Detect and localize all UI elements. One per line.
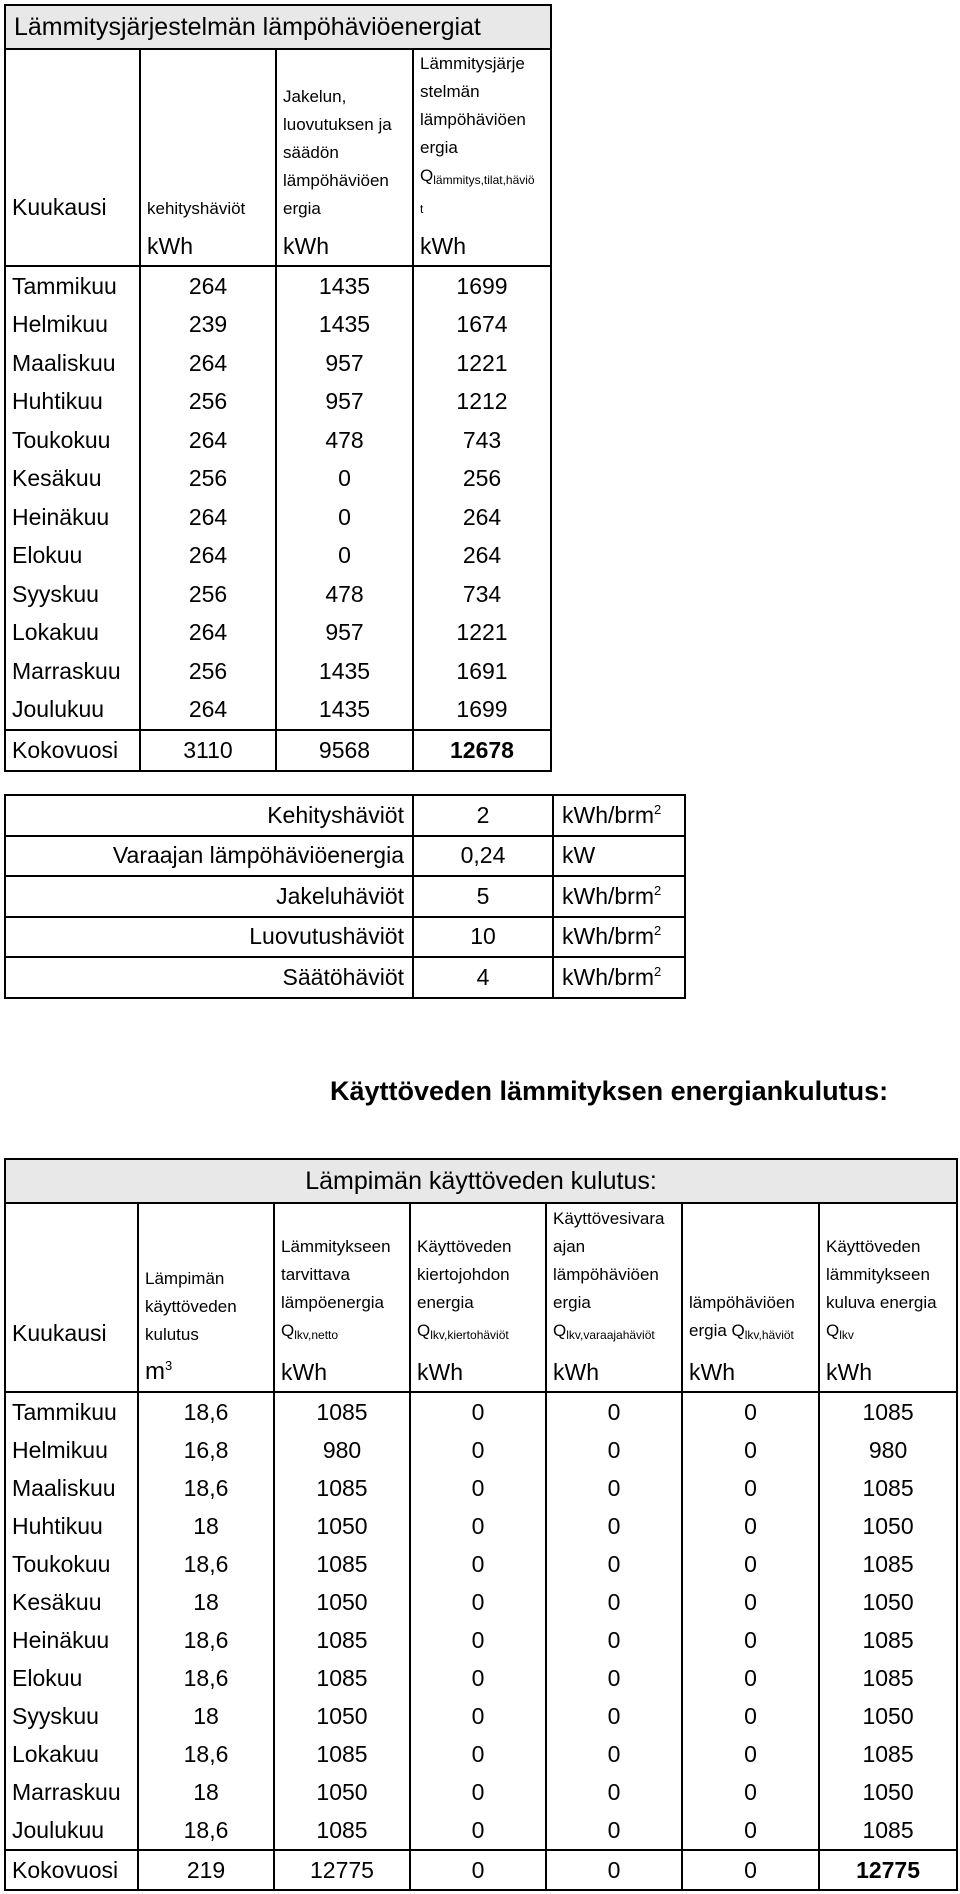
table-row [5, 1507, 957, 1545]
row-tot: 1085 [819, 1469, 957, 1507]
row-tot: 1085 [819, 1545, 957, 1583]
row-dev: 264 [140, 537, 276, 576]
dhw-header-net-sub: lkv,netto [294, 1328, 339, 1342]
table-row [5, 1545, 957, 1583]
row-month: Kesäkuu [12, 1588, 102, 1615]
row-net: 1085 [274, 1469, 410, 1507]
row-sys: 1699 [413, 266, 551, 306]
row-stor: 0 [546, 1583, 682, 1621]
param-value: 0,24 [413, 836, 553, 877]
table-row [5, 1735, 957, 1773]
row-loss: 0 [682, 1735, 819, 1773]
row-month: Elokuu [12, 542, 83, 569]
row-tot: 1050 [819, 1507, 957, 1545]
row-loss: 0 [682, 1583, 819, 1621]
row-stor: 0 [546, 1697, 682, 1735]
table-row [5, 1697, 957, 1735]
table-row [5, 652, 551, 691]
hl-header-sys-text: Lämmitysjärje stelmän lämpöhäviöen ergia [420, 54, 526, 157]
row-dev: 264 [140, 421, 276, 460]
param-label: Säätöhäviöt [282, 963, 404, 990]
row-month: Tammikuu [12, 272, 117, 299]
table-row [5, 614, 551, 653]
param-label: Kehityshäviöt [267, 801, 404, 828]
row-net: 1085 [274, 1659, 410, 1697]
row-tot: 1085 [819, 1392, 957, 1431]
row-month: Huhtikuu [12, 388, 103, 415]
row-loss: 0 [682, 1469, 819, 1507]
row-net: 1050 [274, 1697, 410, 1735]
row-net: 1050 [274, 1773, 410, 1811]
row-dist: 9568 [276, 730, 413, 771]
row-sys: 734 [413, 575, 551, 614]
row-net: 12775 [274, 1850, 410, 1890]
row-dist: 1435 [276, 691, 413, 731]
row-vol: 18,6 [138, 1811, 274, 1850]
row-dist: 1435 [276, 306, 413, 345]
row-month: Heinäkuu [12, 1626, 110, 1653]
row-month: Syyskuu [12, 1702, 99, 1729]
dhw-header-loss-text: lämpöhäviöen ergia Q [689, 1293, 795, 1340]
heat-loss-table [4, 4, 552, 772]
param-unit-text: kWh/brm [562, 923, 654, 950]
table-row [5, 537, 551, 576]
hl-unit-dist: kWh [276, 227, 413, 266]
row-loss: 0 [682, 1545, 819, 1583]
row-vol: 18 [138, 1583, 274, 1621]
row-month: Marraskuu [12, 657, 121, 684]
row-dev: 256 [140, 575, 276, 614]
row-circ: 0 [410, 1621, 546, 1659]
row-circ: 0 [410, 1811, 546, 1850]
dhw-unit-vol-sup: 3 [165, 1358, 173, 1373]
dhw-header-loss [682, 1203, 819, 1353]
row-loss: 0 [682, 1621, 819, 1659]
total-row [5, 1850, 957, 1890]
dhw-unit-loss: kWh [682, 1353, 819, 1392]
row-vol: 18,6 [138, 1659, 274, 1697]
row-month: Maaliskuu [12, 1474, 116, 1501]
table-row [5, 421, 551, 460]
row-net: 1085 [274, 1621, 410, 1659]
row-circ: 0 [410, 1697, 546, 1735]
row-loss: 0 [682, 1507, 819, 1545]
dhw-heading: Käyttöveden lämmityksen energiankulutus: [330, 1076, 889, 1106]
hl-header-sys-tail: t [420, 202, 424, 216]
row-dev: 264 [140, 614, 276, 653]
row-stor: 0 [546, 1545, 682, 1583]
row-month: Lokakuu [12, 619, 99, 646]
row-month: Joulukuu [12, 696, 105, 723]
dhw-header-month: Kuukausi [12, 1320, 107, 1346]
table-row [5, 1583, 957, 1621]
row-net: 1085 [274, 1811, 410, 1850]
row-month: Kokovuosi [12, 736, 119, 763]
param-row [5, 876, 685, 917]
row-month: Maaliskuu [12, 349, 116, 376]
row-dist: 0 [276, 537, 413, 576]
row-circ: 0 [410, 1392, 546, 1431]
row-circ: 0 [410, 1469, 546, 1507]
dhw-unit-tot: kWh [819, 1353, 957, 1392]
row-net: 1085 [274, 1392, 410, 1431]
row-loss: 0 [682, 1659, 819, 1697]
param-value: 5 [413, 876, 553, 917]
row-sys: 1691 [413, 652, 551, 691]
row-loss: 0 [682, 1811, 819, 1850]
param-row [5, 917, 685, 958]
hl-unit-sys: kWh [413, 227, 551, 266]
row-vol: 219 [138, 1850, 274, 1890]
param-label: Jakeluhäviöt [276, 882, 404, 909]
row-dist: 1435 [276, 266, 413, 306]
row-vol: 18,6 [138, 1621, 274, 1659]
row-loss: 0 [682, 1392, 819, 1431]
dhw-unit-net: kWh [274, 1353, 410, 1392]
row-vol: 18,6 [138, 1469, 274, 1507]
row-vol: 18,6 [138, 1545, 274, 1583]
param-unit [553, 876, 685, 917]
row-stor: 0 [546, 1773, 682, 1811]
row-sys: 12678 [413, 730, 551, 771]
row-loss: 0 [682, 1850, 819, 1890]
table-row [5, 1469, 957, 1507]
row-circ: 0 [410, 1545, 546, 1583]
row-month: Elokuu [12, 1664, 83, 1691]
row-stor: 0 [546, 1469, 682, 1507]
table-row [5, 575, 551, 614]
heat-loss-title: Lämmitysjärjestelmän lämpöhäviöenergiat [5, 5, 551, 49]
row-sys: 1221 [413, 344, 551, 383]
param-value: 4 [413, 957, 553, 998]
param-value: 2 [413, 795, 553, 836]
dhw-unit-vol-text: m [145, 1358, 165, 1385]
table-row [5, 383, 551, 422]
row-month: Huhtikuu [12, 1512, 103, 1539]
table-row [5, 1773, 957, 1811]
table-row [5, 498, 551, 537]
param-unit-sup: 2 [654, 963, 662, 979]
param-unit [553, 795, 685, 836]
row-stor: 0 [546, 1621, 682, 1659]
table-row [5, 1659, 957, 1697]
dhw-header-tot-q: Q [826, 1321, 840, 1340]
table-row [5, 344, 551, 383]
row-loss: 0 [682, 1697, 819, 1735]
total-row [5, 730, 551, 771]
dhw-header-vol: Lämpimän käyttöveden kulutus [138, 1203, 274, 1353]
params-table [4, 794, 686, 999]
param-label: Varaajan lämpöhäviöenergia [112, 842, 404, 869]
row-dist: 1435 [276, 652, 413, 691]
row-vol: 18,6 [138, 1735, 274, 1773]
hl-unit-dev: kWh [140, 227, 276, 266]
row-vol: 18 [138, 1773, 274, 1811]
row-vol: 18 [138, 1507, 274, 1545]
row-stor: 0 [546, 1431, 682, 1469]
row-month: Kokovuosi [12, 1856, 119, 1883]
row-circ: 0 [410, 1583, 546, 1621]
row-stor: 0 [546, 1850, 682, 1890]
row-sys: 1221 [413, 614, 551, 653]
row-loss: 0 [682, 1773, 819, 1811]
dhw-unit-circ: kWh [410, 1353, 546, 1392]
row-dev: 256 [140, 652, 276, 691]
row-dist: 478 [276, 421, 413, 460]
row-circ: 0 [410, 1850, 546, 1890]
param-unit [553, 836, 685, 877]
dhw-header-stor-sub: lkv,varaajahäviöt [566, 1328, 655, 1342]
row-sys: 264 [413, 498, 551, 537]
row-tot: 1050 [819, 1583, 957, 1621]
param-unit-sup: 2 [654, 882, 662, 898]
row-net: 980 [274, 1431, 410, 1469]
row-tot: 1085 [819, 1811, 957, 1850]
param-unit-text: kWh/brm [562, 801, 654, 828]
row-tot: 1050 [819, 1773, 957, 1811]
param-unit [553, 957, 685, 998]
row-circ: 0 [410, 1735, 546, 1773]
param-unit-text: kWh/brm [562, 963, 654, 990]
row-sys: 264 [413, 537, 551, 576]
dhw-table [4, 1158, 958, 1891]
row-circ: 0 [410, 1659, 546, 1697]
row-circ: 0 [410, 1507, 546, 1545]
row-circ: 0 [410, 1431, 546, 1469]
row-tot: 12775 [819, 1850, 957, 1890]
row-dev: 264 [140, 498, 276, 537]
dhw-header-circ-q: Q [417, 1321, 431, 1340]
row-vol: 18,6 [138, 1392, 274, 1431]
table-row [5, 1811, 957, 1850]
table-row [5, 1431, 957, 1469]
row-net: 1085 [274, 1735, 410, 1773]
dhw-unit-stor: kWh [546, 1353, 682, 1392]
row-month: Joulukuu [12, 1816, 105, 1843]
row-stor: 0 [546, 1659, 682, 1697]
dhw-header-loss-sub: lkv,häviöt [744, 1328, 794, 1342]
row-stor: 0 [546, 1392, 682, 1431]
row-sys: 1212 [413, 383, 551, 422]
hl-header-month: Kuukausi [12, 194, 107, 220]
row-month: Kesäkuu [12, 465, 102, 492]
row-month: Lokakuu [12, 1740, 99, 1767]
row-month: Helmikuu [12, 1436, 108, 1463]
row-month: Tammikuu [12, 1398, 117, 1425]
param-label: Luovutushäviöt [249, 923, 404, 950]
dhw-header-circ-text: Käyttöveden kiertojohdon energia [417, 1237, 512, 1312]
dhw-header-circ [410, 1203, 546, 1353]
row-tot: 1050 [819, 1697, 957, 1735]
hl-header-sys-q: Q [420, 166, 434, 185]
row-sys: 256 [413, 460, 551, 499]
row-dist: 0 [276, 498, 413, 537]
param-row [5, 957, 685, 998]
dhw-title: Lämpimän käyttöveden kulutus: [5, 1159, 957, 1203]
row-net: 1050 [274, 1583, 410, 1621]
row-dev: 256 [140, 383, 276, 422]
row-dev: 264 [140, 691, 276, 731]
row-dev: 264 [140, 266, 276, 306]
row-dev: 264 [140, 344, 276, 383]
row-sys: 743 [413, 421, 551, 460]
param-unit-sup: 2 [654, 923, 662, 939]
hl-header-dist: Jakelun, luovutuksen ja säädön lämpöhäviöen ergia [276, 49, 413, 227]
dhw-header-stor-text: Käyttövesivara ajan lämpöhäviöen ergia [553, 1209, 665, 1312]
hl-header-sys [413, 49, 551, 227]
hl-header-dev: kehityshäviöt [140, 49, 276, 227]
row-dist: 478 [276, 575, 413, 614]
row-stor: 0 [546, 1735, 682, 1773]
param-unit-sup: 2 [654, 801, 662, 817]
row-month: Marraskuu [12, 1778, 121, 1805]
row-stor: 0 [546, 1507, 682, 1545]
row-sys: 1699 [413, 691, 551, 731]
dhw-header-net [274, 1203, 410, 1353]
row-net: 1050 [274, 1507, 410, 1545]
hl-header-sys-sub: lämmitys,tilat,häviö [433, 173, 535, 187]
row-month: Toukokuu [12, 1550, 111, 1577]
dhw-header-circ-sub: lkv,kiertohäviöt [430, 1328, 509, 1342]
row-tot: 1085 [819, 1621, 957, 1659]
param-row [5, 795, 685, 836]
row-month: Syyskuu [12, 580, 99, 607]
row-dev: 256 [140, 460, 276, 499]
row-vol: 16,8 [138, 1431, 274, 1469]
row-month: Heinäkuu [12, 503, 110, 530]
dhw-header-tot-sub: lkv [839, 1328, 854, 1342]
dhw-header-stor [546, 1203, 682, 1353]
row-month: Toukokuu [12, 426, 111, 453]
row-vol: 18 [138, 1697, 274, 1735]
row-dev: 3110 [140, 730, 276, 771]
dhw-header-tot-text: Käyttöveden lämmitykseen kuluva energia [826, 1237, 937, 1312]
dhw-header-net-text: Lämmitykseen tarvittava lämpöenergia [281, 1237, 391, 1312]
table-row [5, 306, 551, 345]
row-month: Helmikuu [12, 311, 108, 338]
row-dist: 957 [276, 383, 413, 422]
table-row [5, 460, 551, 499]
row-tot: 1085 [819, 1659, 957, 1697]
row-dist: 957 [276, 614, 413, 653]
row-loss: 0 [682, 1431, 819, 1469]
row-tot: 1085 [819, 1735, 957, 1773]
param-unit [553, 917, 685, 958]
row-dev: 239 [140, 306, 276, 345]
dhw-header-tot [819, 1203, 957, 1353]
table-row [5, 1392, 957, 1431]
dhw-unit-vol [138, 1353, 274, 1392]
row-stor: 0 [546, 1811, 682, 1850]
row-sys: 1674 [413, 306, 551, 345]
row-circ: 0 [410, 1773, 546, 1811]
table-row [5, 1621, 957, 1659]
row-dist: 957 [276, 344, 413, 383]
row-net: 1085 [274, 1545, 410, 1583]
row-dist: 0 [276, 460, 413, 499]
table-row [5, 691, 551, 731]
param-unit-text: kW [562, 842, 596, 869]
table-row [5, 266, 551, 306]
param-unit-text: kWh/brm [562, 882, 654, 909]
param-value: 10 [413, 917, 553, 958]
dhw-header-stor-q: Q [553, 1321, 567, 1340]
dhw-header-net-q: Q [281, 1321, 295, 1340]
param-row [5, 836, 685, 877]
row-tot: 980 [819, 1431, 957, 1469]
